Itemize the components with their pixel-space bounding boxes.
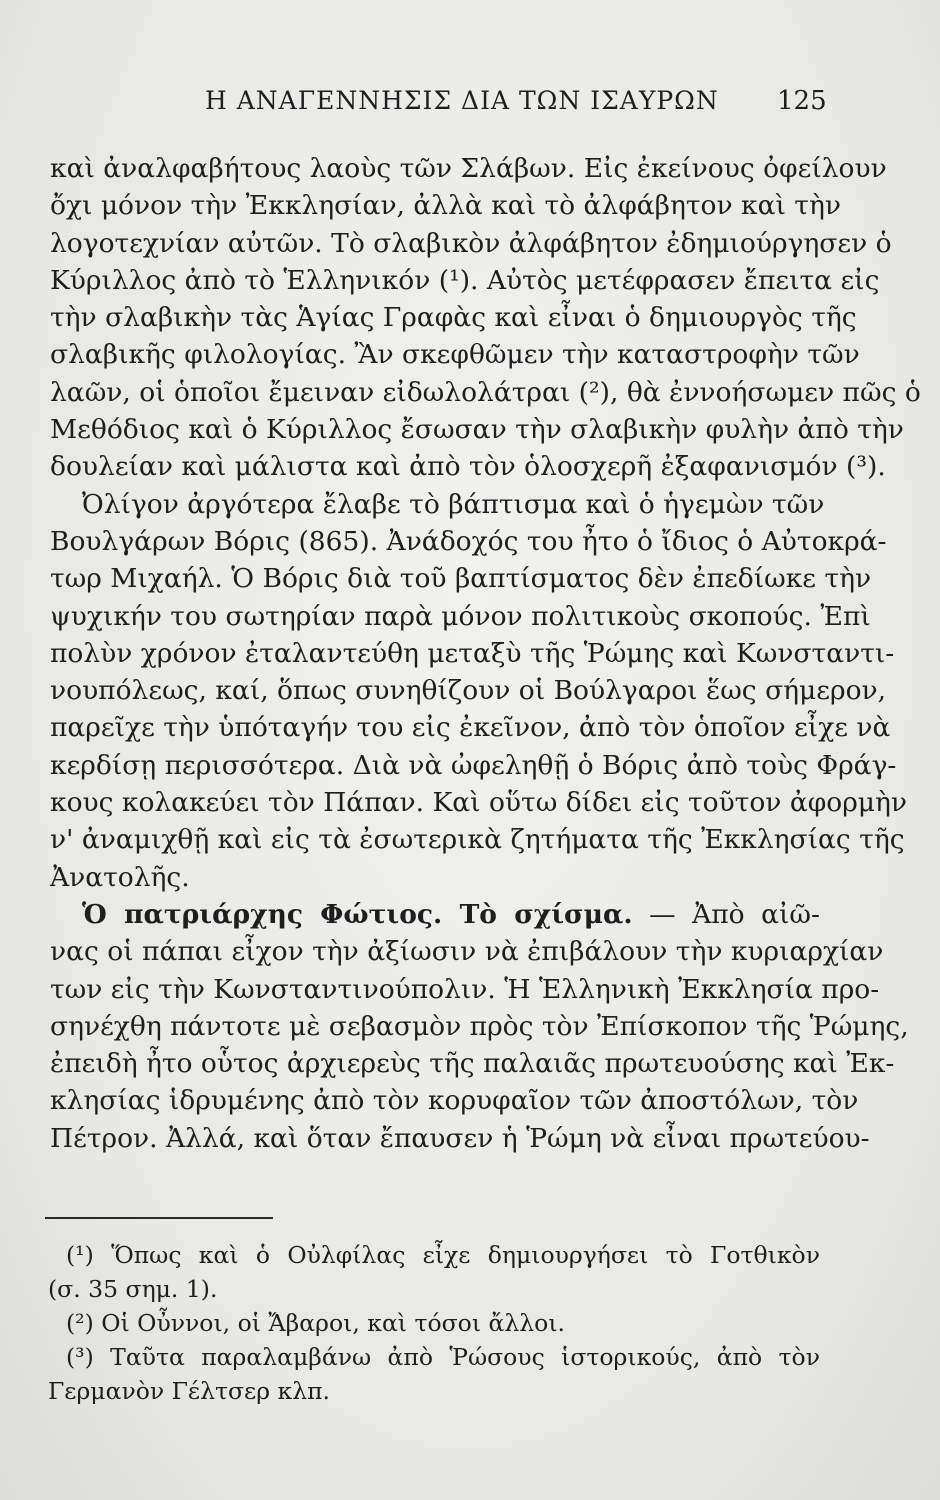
text-line: Ἀνατολῆς. (50, 861, 190, 893)
text-line: ν' ἀναμιχθῇ καὶ εἰς τὰ ἐσωτερικὰ ζητήματα τῆς Ἐκκλησίας τῆς (50, 824, 905, 856)
text-line: Κύριλλος ἀπὸ τὸ Ἑλληνικόν (¹). Αὐτὸς μετέφρασεν ἔπειτα εἰς (50, 264, 880, 296)
text-line: λογοτεχνίαν αὐτῶν. Τὸ σλαβικὸν ἀλφάβητον ἐδημιούργησεν ὁ (50, 227, 892, 259)
text-line: δουλείαν καὶ μάλιστα καὶ ἀπὸ τὸν ὁλοσχερῆ ἐξαφανισμόν (³). (50, 451, 886, 483)
section-heading-line (50, 896, 820, 933)
page-header (0, 86, 940, 126)
text-line: σηνέχθη πάντοτε μὲ σεβασμὸν πρὸς τὸν Ἐπίσκοπον τῆς Ῥώμης, (50, 1010, 909, 1042)
text-line: νουπόλεως, καί, ὅπως συνηθίζουν οἱ Βούλγαροι ἕως σήμερον, (50, 675, 887, 707)
body-text (50, 150, 921, 1157)
text-line: ὄχι μόνον τὴν Ἐκκλησίαν, ἀλλὰ καὶ τὸ ἀλφάβητον καὶ τὴν (50, 190, 841, 222)
footnote-line: (¹) Ὅπως καὶ ὁ Οὐλφίλας εἶχε δημιουργήσει τὸ Γοτθικὸν (66, 1241, 820, 1269)
text-line: ψυχικήν του σωτηρίαν παρὰ μόνον πολιτικοὺς σκοπούς. Ἐπὶ (50, 600, 871, 632)
text-line: κερδίσῃ περισσότερα. Διὰ νὰ ὠφεληθῇ ὁ Βόρις ἀπὸ τοὺς Φράγ- (50, 749, 897, 781)
text-line: σλαβικῆς φιλολογίας. Ἂν σκεφθῶμεν τὴν καταστροφὴν τῶν (50, 339, 860, 371)
text-line: τὴν σλαβικὴν τὰς Ἁγίας Γραφὰς καὶ εἶναι ὁ δημιουργὸς τῆς (50, 302, 857, 334)
footnotes (48, 1238, 820, 1408)
text-fragment: — Ἀπὸ αἰῶ- (649, 898, 820, 930)
footnote-line: (²) Οἱ Οὖννοι, οἱ Ἄβαροι, καὶ τόσοι ἄλλοι. (66, 1309, 566, 1337)
page-number: 125 (777, 86, 827, 116)
text-line: καὶ ἀναλφαβήτους λαοὺς τῶν Σλάβων. Εἰς ἐκείνους ὀφείλουν (50, 153, 887, 184)
text-line: των εἰς τὴν Κωνσταντινούπολιν. Ἡ Ἑλληνικὴ Ἐκκλησία προ- (50, 973, 880, 1005)
text-line: πολὺν χρόνον ἐταλαντεύθη μεταξὺ τῆς Ῥώμης καὶ Κωνσταντι- (50, 637, 895, 669)
text-line: κους κολακεύει τὸν Πάπαν. Καὶ οὕτω δίδει εἰς τοῦτον ἀφορμὴν (50, 787, 908, 819)
text-line: τωρ Μιχαήλ. Ὁ Βόρις διὰ τοῦ βαπτίσματος δὲν ἐπεδίωκε τὴν (50, 563, 872, 595)
text-line: λαῶν, οἱ ὁποῖοι ἔμειναν εἰδωλολάτραι (²), θὰ ἐννοήσωμεν πῶς ὁ (50, 376, 921, 408)
footnote-divider (45, 1217, 273, 1219)
footnote-line: Γερμανὸν Γέλτσερ κλπ. (48, 1377, 330, 1405)
text-line: κλησίας ἱδρυμένης ἀπὸ τὸν κορυφαῖον τῶν ἀποστόλων, τὸν (50, 1085, 859, 1117)
text-line: Ὀλίγον ἀργότερα ἔλαβε τὸ βάπτισμα καὶ ὁ ἡγεμὼν τῶν (82, 488, 825, 520)
text-line: Μεθόδιος καὶ ὁ Κύριλλος ἔσωσαν τὴν σλαβικὴν φυλὴν ἀπὸ τὴν (50, 414, 904, 446)
section-heading: Ὁ πατριάρχης Φώτιος. Τὸ σχίσμα. (82, 898, 633, 930)
text-line: παρεῖχε τὴν ὑπόταγήν του εἰς ἐκεῖνον, ἀπὸ τὸν ὁποῖον εἶχε νὰ (50, 712, 891, 744)
footnote-line: (³) Ταῦτα παραλαμβάνω ἀπὸ Ῥώσους ἱστορικούς, ἀπὸ τὸν (66, 1343, 820, 1371)
text-line: Βουλγάρων Βόρις (865). Ἀνάδοχός του ἦτο ὁ ἴδιος ὁ Αὐτοκρά- (50, 525, 887, 557)
footnote-line: (σ. 35 σημ. 1). (48, 1275, 218, 1303)
text-line: Πέτρον. Ἀλλά, καὶ ὅταν ἔπαυσεν ἡ Ῥώμη νὰ εἶναι πρωτεύου- (50, 1122, 870, 1154)
text-line: νας οἱ πάπαι εἶχον τὴν ἀξίωσιν νὰ ἐπιβάλουν τὴν κυριαρχίαν (50, 936, 884, 968)
text-line: ἐπειδὴ ἦτο οὗτος ἀρχιερεὺς τῆς παλαιᾶς πρωτευούσης καὶ Ἐκ- (50, 1048, 895, 1080)
running-head: Η ΑΝΑΓΕΝΝΗΣΙΣ ΔΙΑ ΤΩΝ ΙΣΑΥΡΩΝ (205, 86, 719, 115)
